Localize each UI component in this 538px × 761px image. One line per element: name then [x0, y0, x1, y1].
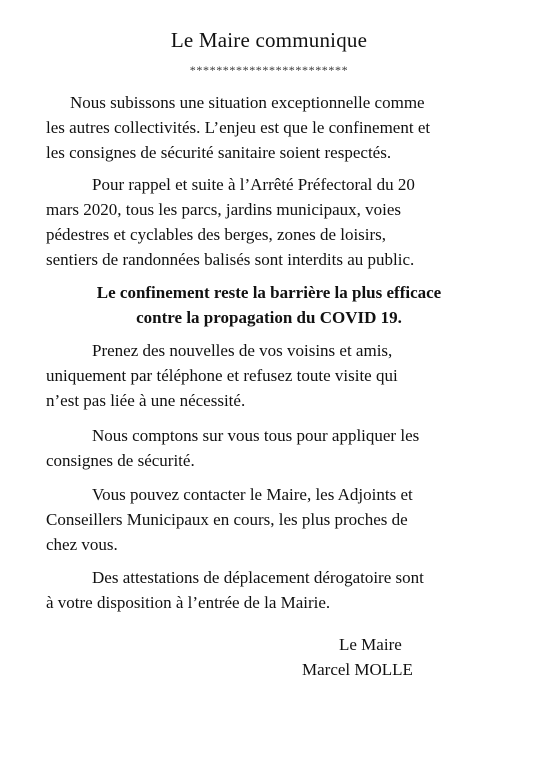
paragraph-line: Prenez des nouvelles de vos voisins et amis,	[92, 341, 393, 360]
paragraph-line: sentiers de randonnées balisés sont interdits au public.	[46, 250, 415, 269]
paragraph-neighbours	[46, 338, 486, 413]
paragraph-line: n’est pas liée à une nécessité.	[46, 391, 246, 410]
signature-name: Marcel MOLLE	[302, 660, 413, 679]
paragraph-line: les consignes de sécurité sanitaire soient respectés.	[46, 143, 392, 162]
paragraph-line: Le confinement reste la barrière la plus efficace	[96, 283, 442, 302]
paragraph-confinement-highlight	[30, 280, 508, 330]
paragraph-line: consignes de sécurité.	[46, 451, 195, 470]
paragraph-line: à votre disposition à l’entrée de la Mairie.	[46, 593, 331, 612]
paragraph-line: Vous pouvez contacter le Maire, les Adjoints et	[92, 485, 413, 504]
paragraph-attestations	[46, 565, 486, 615]
paragraph-prefectoral-order	[46, 172, 486, 272]
asterisk-separator: ************************	[189, 63, 349, 77]
paragraph-contact	[46, 482, 486, 557]
paragraph-line: les autres collectivités. L’enjeu est que le confinement et	[46, 118, 431, 137]
paragraph-line: Nous subissons une situation exceptionnelle comme	[70, 93, 425, 112]
paragraph-safety-rules	[46, 423, 486, 473]
signature-role: Le Maire	[339, 635, 402, 654]
paragraph-line: Conseillers Municipaux en cours, les plus proches de	[46, 510, 408, 529]
paragraph-line: Pour rappel et suite à l’Arrêté Préfectoral du 20	[92, 175, 415, 194]
paragraph-line: Des attestations de déplacement dérogatoire sont	[92, 568, 424, 587]
paragraph-situation	[46, 90, 486, 165]
paragraph-line: contre la propagation du COVID 19.	[136, 308, 402, 327]
notice-title: Le Maire communique	[170, 28, 368, 52]
paragraph-line: chez vous.	[46, 535, 118, 554]
paragraph-line: uniquement par téléphone et refusez toute visite qui	[46, 366, 398, 385]
paragraph-line: pédestres et cyclables des berges, zones de loisirs,	[46, 225, 387, 244]
paragraph-line: mars 2020, tous les parcs, jardins municipaux, voies	[46, 200, 402, 219]
paragraph-line: Nous comptons sur vous tous pour appliquer les	[92, 426, 420, 445]
